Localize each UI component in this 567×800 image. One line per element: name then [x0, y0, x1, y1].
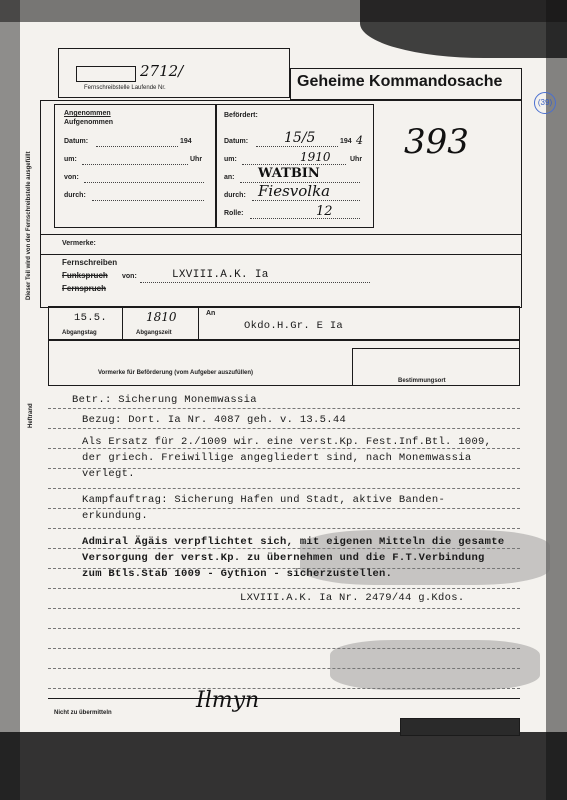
vormerke-label: Vormerke für Beförderung (vom Aufgeber auszufüllen) [98, 370, 254, 376]
message-von-label: von: [122, 273, 137, 280]
received-year: 194 [180, 138, 192, 145]
received-von-label: von: [64, 174, 79, 181]
heftrand-label: Heftrand [28, 403, 34, 428]
abgangszeit-value: 1810 [146, 310, 177, 324]
copy-shadow-top-right [360, 0, 567, 58]
number-field-box [76, 66, 136, 82]
nicht-label: Nicht zu übermitteln [54, 710, 112, 716]
forwarded-durch-label: durch: [224, 192, 246, 199]
classification-label: Geheime Kommandosache [297, 73, 503, 90]
forwarded-year: 194 [340, 138, 352, 145]
forwarded-datum-value: 15/5 [284, 130, 316, 146]
body-betr: Betr.: Sicherung Monemwassia [72, 394, 257, 406]
vormerke-row [48, 340, 520, 386]
dispatch-an-label: An [206, 310, 216, 317]
body-p3-l1: Admiral Ägäis verpflichtet sich, mit eigenen Mitteln die gesamte [82, 536, 505, 548]
body-p3-l2: Versorgung der verst.Kp. zu übernehmen und die F.T.Verbindung [82, 552, 485, 564]
abgangszeit-label: Abgangszeit [136, 330, 172, 336]
body-p1-l2: der griech. Freiwillige angegliedert sind, nach Monemwassia [82, 452, 472, 464]
vermerke-label: Vermerke: [62, 240, 96, 247]
received-durch-label: durch: [64, 192, 86, 199]
forwarded-um-value: 1910 [300, 150, 331, 164]
forwarded-year-suffix: 4 [356, 134, 363, 147]
forwarded-rolle-label: Rolle: [224, 210, 244, 217]
fernspruch-label: Fernspruch [62, 284, 107, 293]
forwarded-an-value: WATBIN [258, 166, 320, 181]
forwarded-title: Befördert: [224, 112, 258, 119]
dispatch-an-value: Okdo.H.Gr. E Ia [244, 320, 344, 332]
received-datum-label: Datum: [64, 138, 89, 145]
aufgenommen-label: Aufgenommen [64, 119, 113, 126]
bestimmungsort-label: Bestimmungsort [398, 378, 446, 384]
body-signature-line: LXVIII.A.K. Ia Nr. 2479/44 g.Kdos. [240, 592, 465, 604]
received-uhr: Uhr [190, 156, 203, 163]
top-number-hand: 2712/ [140, 62, 184, 80]
angenommen-label: Angenommen [64, 110, 111, 117]
page-mark: 393 [404, 122, 469, 162]
abgangstag-value: 15.5. [74, 312, 108, 324]
footer-signature: Ilmyn [196, 688, 260, 713]
copy-shadow-left [0, 0, 20, 800]
forwarded-uhr: Uhr [350, 156, 363, 163]
received-um-label: um: [64, 156, 77, 163]
sidebar-text: Dieser Teil wird von der Fernschreibstelle ausgefüllt [26, 151, 32, 300]
body-p1-l1: Als Ersatz für 2./1009 wir. eine verst.Kp. Fest.Inf.Btl. 1009, [82, 436, 492, 448]
message-von-value: LXVIII.A.K. Ia [172, 269, 269, 281]
funkspruch-label: Funkspruch [62, 271, 108, 280]
body-p2-l2: erkundung. [82, 510, 149, 522]
body-p3-l3: zum Btls.Stab 1009 - Gythion - sicherzustellen. [82, 568, 393, 580]
copy-shadow-bottom [0, 732, 567, 800]
forwarded-rolle-value: 12 [316, 204, 333, 219]
fernschreib-label: Fernschreibstelle Laufende Nr. [84, 85, 166, 91]
body-bezug: Bezug: Dort. Ia Nr. 4087 geh. v. 13.5.44 [82, 414, 347, 426]
body-p2-l1: Kampfauftrag: Sicherung Hafen und Stadt, aktive Banden- [82, 494, 446, 506]
corner-stamp: (39) [534, 92, 556, 114]
fernschreiben-label: Fernschreiben [62, 258, 118, 267]
abgangstag-label: Abgangstag [62, 330, 97, 336]
body-p1-l3: verlegt. [82, 468, 135, 480]
footer-blocks [400, 718, 520, 736]
copy-shadow-right [546, 0, 567, 800]
forwarded-durch-value: Fiesvolka [258, 182, 331, 200]
forwarded-an-label: an: [224, 174, 235, 181]
forwarded-um-label: um: [224, 156, 237, 163]
forwarded-datum-label: Datum: [224, 138, 249, 145]
